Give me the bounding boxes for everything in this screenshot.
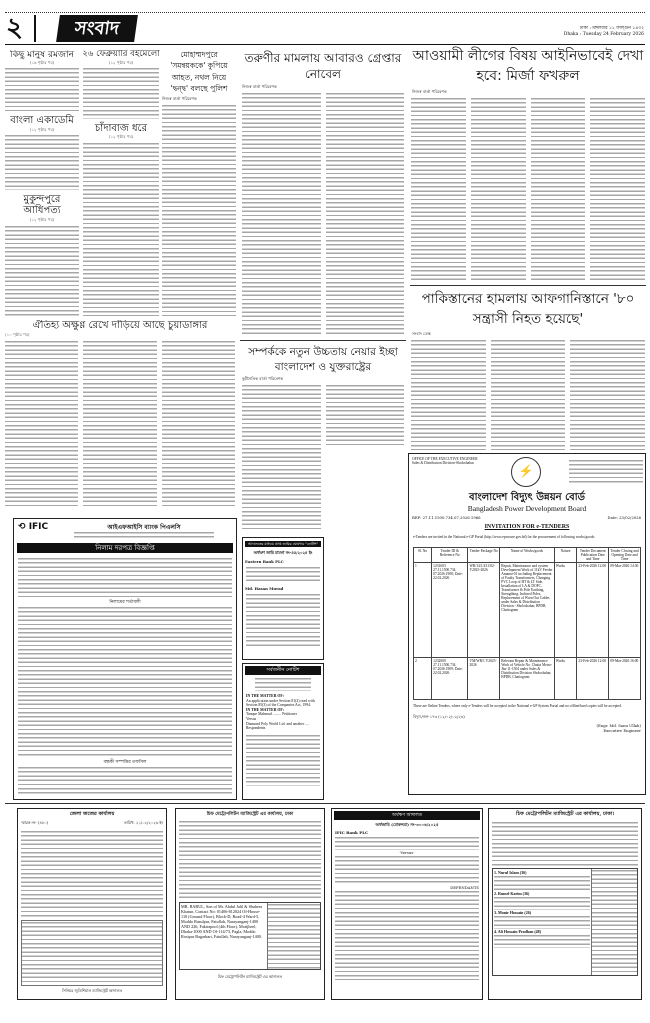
headline-chuadanga: ঐতিহ্য অক্ষুণ্ণ রেখে দাঁড়িয়ে আছে চুয়াডাঙ্গার: [32, 320, 208, 331]
public-notice-ad: সর্বজনীন নোটিশ IN THE MATTER OF: An application under Section 81(2) read with Section 85(3) of the Companies Act, 1994. IN THE MATTER OF: Tanque Mahmud ......... Petitioner Versus Diamond Poly World Ltd. and another .... Respondents: [242, 663, 324, 800]
article-text: [83, 142, 159, 316]
court-sign: সিনিয়র জুডিশিয়াল ম্যাজিস্ট্রেট আদালত: [61, 988, 123, 993]
court-notice-ad: [242, 537, 324, 660]
table-row: [414, 658, 641, 700]
cell: 09-Mar-2026 16:00: [609, 658, 641, 700]
notice-title: সর্বজনীন নোটিশ: [245, 666, 321, 675]
left-column-1: [4, 50, 80, 316]
cell: Relevant Repair & Maintenance Work of Vehicle No. Chatta Metro-Jha-11-1504 under Sales & Distribution Division Sholoshahar, BPDB, Chattogram: [500, 658, 554, 700]
divider: [410, 285, 646, 286]
article-text-columns: [410, 97, 646, 282]
center-top-article: [240, 50, 406, 335]
article-text: [5, 225, 79, 316]
jump-line: (১০ পৃষ্ঠার পর): [5, 331, 30, 337]
respondent-address: MR. BABUL, Son of Mr. Abdul Jalil & Shahera Khatun, Contact No: 01406-812024 Of-House-110 (Ground Floor), Block-D, Road-4 Ward-5, Moddo Rasulpur, Fatullah, Narayanganj-1400 AND 226, Fakirapool (4th Floor), Motijheel, Dhaka-1000 AND Of-114/73, Pagla, Moddo Rosipur Bagarbari, Fatullah, Narayanganj-1400.: [181, 904, 263, 939]
headline-mukundapur: মুকুন্দপুরে আধিপত্য: [23, 193, 61, 217]
article-text-columns: [240, 92, 406, 335]
left-column-2: [82, 50, 160, 316]
cell: VM/WR/1 Y2025-2026: [468, 658, 500, 700]
person-3: 3. Monir Hossain (26): [494, 910, 532, 915]
plaintiff: IFIC Bank PLC: [335, 830, 369, 835]
headline-book-fair: ২৬ ফেব্রুয়ারি বইমেলো: [82, 50, 160, 59]
jump-line: (১২ পৃষ্ঠার পর): [108, 134, 134, 140]
signer-title: Executive Engineer: [603, 728, 641, 733]
respondent-label: Respondents: [246, 726, 266, 731]
matter-1: IN THE MATTER OF:: [246, 694, 284, 698]
cell: 23-Feb-2026 12:00: [577, 563, 609, 658]
date-en: Dhaka : Tuesday 24 February 2026: [563, 32, 644, 37]
center-bottom-article: [240, 345, 406, 529]
article-text: [162, 104, 236, 316]
article-text: [242, 92, 321, 335]
court-title: চিফ মেট্রোপলিটন ম্যাজিস্ট্রেট এর কার্যালয়, ঢাকা।: [516, 811, 614, 817]
ific-terms-heading: নিলামের শর্তাবলী: [109, 600, 141, 605]
court-title: জেলা জজের কার্যালয়: [69, 811, 115, 817]
headline-nobel: তরুণীর মামলায় আবারও গ্রেপ্তার নোবেল: [244, 51, 402, 82]
cell: Works: [554, 658, 577, 700]
page-number: ২: [6, 13, 23, 43]
bpdb-title-bn: বাংলাদেশ বিদ্যুৎ উন্নয়ন বোর্ড: [469, 492, 585, 503]
col-package: Tender Package No: [468, 548, 500, 563]
byline: নিজস্ব বার্তা পরিবেশক: [412, 88, 447, 94]
col-publication: Tender Document Publication Date and Time: [577, 548, 609, 563]
court-ad-2: [175, 808, 325, 1000]
article-text: [491, 339, 566, 450]
article-text: [411, 97, 466, 282]
headline-bd-us: সম্পর্ককে নতুন উচ্চতায় নেয়ার ইচ্ছা বাংলাদেশ ও যুক্তরাষ্ট্রের: [248, 346, 398, 373]
tender-table: [413, 547, 641, 733]
ific-auction-ad: [13, 518, 237, 800]
defendants-label: DEFENDANTS: [450, 885, 479, 890]
ref-number: REF: 27.11.1500.734.07.2026.1966: [412, 515, 481, 520]
col-closing: Tender Closing and Opening Date and Time: [610, 549, 639, 561]
article-text: [83, 340, 156, 508]
article-text: [471, 97, 526, 282]
memo-number: বিদ্যুৎ/জন-১৭৩ (১২/০২/০২/২৬): [413, 714, 465, 719]
petitioner-name: Tanque Mahmud: [246, 712, 272, 717]
case-number: অর্থজারি (মোকদ্দমা) নং-৩০০৬/২০২৫: [375, 822, 439, 827]
divider: [34, 15, 36, 42]
person-2: 2. Rumel Karim (36): [494, 891, 530, 896]
header-rule: [5, 44, 645, 45]
memo-no: স্মারক নং- (৪৮০): [21, 820, 49, 825]
cell: 09-Mar-2026 14:30: [609, 563, 641, 658]
petitioner-label: Petitioner: [282, 712, 297, 717]
divider: [5, 803, 645, 804]
cell: Works: [554, 563, 577, 658]
bpdb-tender-ad: [408, 453, 646, 795]
respondent-name: Diamond Poly World Ltd. and another: [246, 721, 305, 726]
court-ad-1: [17, 808, 167, 1000]
article-text-columns: [410, 339, 646, 450]
cell: 2: [414, 658, 432, 700]
court-ad-3: [331, 808, 483, 1000]
article-text: [411, 339, 486, 450]
col-sl: Sl. No: [414, 548, 432, 563]
col-works: Name of Works/goods: [500, 548, 554, 563]
headline-ramadan: কিছু মানুষ রমজান: [10, 50, 74, 60]
headline-bangla-academy: বাংলা একাডেমি: [10, 115, 74, 127]
person-4: 4. Ali Hossain Pradhan (48): [494, 929, 542, 934]
byline: কূটনৈতিক বার্তা পরিবেশক: [242, 376, 284, 382]
ific-title: নিলাম দরপত্র বিজ্ঞপ্তি: [17, 543, 233, 553]
cell: Repair, Maintenance and system Development Work of 11kV Feeder Amanta-01 including Replacement of Faulty Transformers, Changing PVC Loop of HT & LT Side, Installation of LA & DOFC, Transformer & Pole Earthing, Strengthing, Inclined Poles, Replacement of Worn Out Cables under Sales & Distribution Division - Sholoshahar, BPDB, Chattogram: [500, 563, 554, 658]
masthead-logo: সংবাদ: [56, 15, 138, 42]
memo-date: তারিখ: ২১/০২/২০২৬ ইং: [123, 820, 163, 825]
ref-date: Date: 23/02/2026: [607, 515, 641, 520]
cell: 1: [414, 563, 432, 658]
article-text: [531, 97, 586, 282]
ific-schedule-heading: বন্ধকী সম্পত্তির তফসিল: [103, 760, 147, 765]
versus: Versus: [246, 716, 257, 721]
office-division: Sales & Distribution Division-Sholoshahar: [412, 461, 474, 466]
versus: -Versus-: [399, 850, 415, 855]
tender-intro: e-Tenders are invited in the National e-GP Portal (http://www.eprocure.gov.bd) for the procurement of following works/goods:: [413, 535, 596, 539]
article-text: [5, 340, 78, 508]
chuadanga-article: [5, 320, 235, 507]
jump-line: (১৬ পৃষ্ঠার পর): [29, 60, 55, 66]
headline-fakhrul: আওয়ামী লীগের বিষয় আইনিভাবেই দেখা হবে: মির্জা ফখরুল: [412, 48, 644, 85]
byline: নিজস্ব বার্তা পরিবেশক: [242, 84, 277, 90]
headline-chandabaj: চাঁদাবাজ ধরে: [94, 122, 148, 134]
article-text-columns: [5, 340, 235, 508]
jump-line: (১২ পৃষ্ঠার পর): [29, 216, 55, 222]
bpdb-seal-icon: ⚡: [511, 457, 541, 487]
matter-3: IN THE MATTER OF:: [246, 707, 284, 712]
table-header-row: [414, 548, 641, 563]
tender-footer: These are Online Tenders, where only e-Tenders will be accepted in the National e-GP System Portal and no offline/hard copies will be accepted.: [413, 704, 622, 708]
notice-case: অর্থঋণ জারি মামলা নং-৪৫/২০২৪ ইং: [253, 550, 313, 555]
article-text: [162, 340, 235, 508]
cell: 23-Feb-2026 12:00: [577, 658, 609, 700]
right-bottom-article: [410, 290, 646, 450]
article-text: [242, 384, 321, 529]
top-rule: [5, 12, 645, 13]
signer-name: (Engr. Md. Sanu Ullah): [596, 723, 641, 728]
person-1: 1. Nurul Islam (36): [494, 870, 527, 875]
jump-line: (১২ পৃষ্ঠার পর): [108, 59, 134, 65]
jump-line: (১২ পৃষ্ঠার পর): [29, 126, 55, 132]
divider: [240, 340, 406, 341]
article-text: [570, 339, 645, 450]
cell: 1232000 27.11.1500.734. 07.2026.1909; Date: 22.02.2026: [432, 658, 468, 700]
bpdb-title-en: Bangladesh Power Development Board: [467, 504, 587, 513]
col-tender-id: Tender ID & Reference No: [432, 548, 468, 563]
cell: WR/14/1/431/02-Y2025-2026: [468, 563, 500, 658]
date-bn: ঢাকা : মঙ্গলবার ১১ ফাল্গুন ১৪৩২: [579, 26, 644, 31]
right-top-article: [410, 46, 646, 282]
dateline: [564, 26, 644, 38]
table-row: [414, 563, 641, 658]
matter-2: An application under Section 81(2) read with Section 85(3) of the Companies Act, 1994.: [246, 698, 315, 708]
court-title: চিফ মেট্রোপলিটন ম্যাজিস্ট্রেট এর কার্যালয়, ঢাকা: [206, 812, 294, 817]
court-ad-4: [488, 808, 642, 1000]
court-title: অর্থঋণ আদালত: [334, 811, 480, 820]
court-sign: চিফ মেট্রোপলিটন ম্যাজিস্ট্রেট এর আদালত: [218, 974, 282, 979]
notice-party: Md. Hasan Murad: [245, 586, 284, 591]
office-name: OFFICE OF THE EXECUTIVE ENGINEER: [412, 457, 478, 461]
ific-logo: ⟲ IFIC: [18, 522, 49, 532]
headline-mohammadpur: মোহাম্মদপুরে 'সমন্বয়ককে' কুপিয়ে আহত, নথল নিয়ে 'দ্বন্দ্ব' বলছে পুলিশ: [170, 50, 228, 93]
notice-bank: Eastern Bank PLC: [245, 559, 284, 564]
article-text: [5, 67, 79, 111]
col-nature: Nature: [554, 548, 577, 563]
tender-heading: INVITATION FOR e-TENDERS: [484, 524, 570, 530]
byline: সংবাদ ডেস্ক: [412, 331, 431, 337]
headline-pakistan: পাকিস্তানের হামলায় আফগানিস্তানে '৮০ সন্ত্রাসী নিহত হয়েছে': [421, 291, 635, 327]
article-text: [590, 97, 645, 282]
cell: 1231603 27.11.1500.734. 07.2026.1908; Date: 22.02.2026: [432, 563, 468, 658]
article-text: [5, 134, 79, 190]
left-column-3: [162, 49, 236, 316]
notice-title: আদালতের মাধ্যমে প্রাপ্ত জারির ঘোষণার "নোটিশ": [245, 541, 321, 547]
article-text: [326, 384, 405, 446]
article-text-columns: [240, 384, 406, 529]
article-text: [326, 92, 405, 335]
article-text: [83, 67, 159, 119]
byline: নিজস্ব বার্তা পরিবেশক: [162, 96, 197, 101]
ific-org: আইএফআইসি ব্যাংক পিএলসি: [107, 524, 181, 531]
